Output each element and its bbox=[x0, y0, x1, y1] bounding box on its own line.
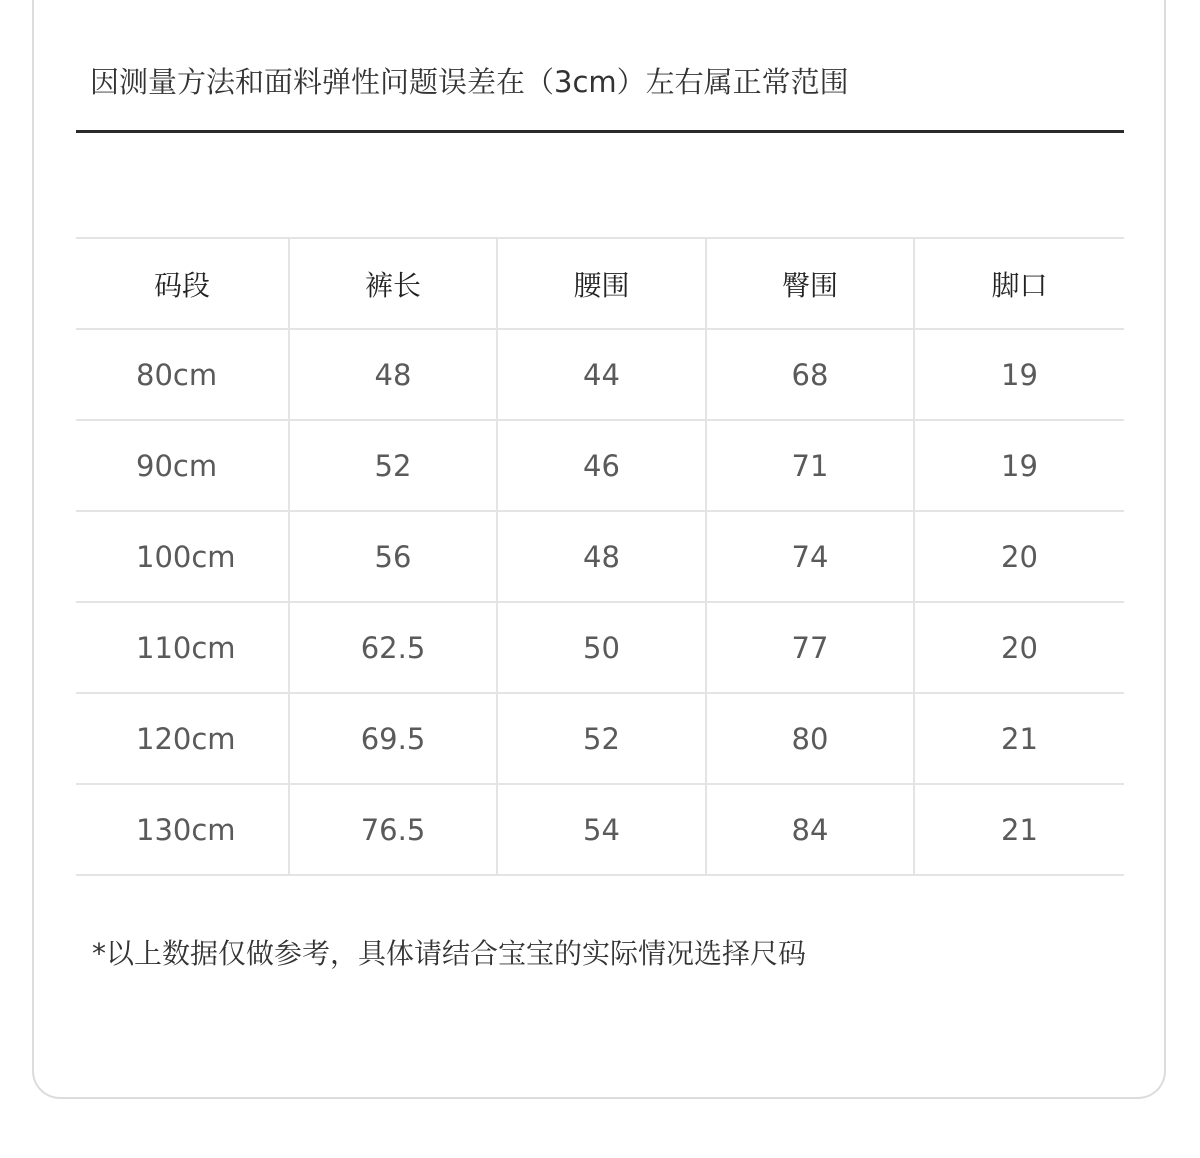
header-waist: 腰围 bbox=[497, 238, 706, 329]
table-header-row bbox=[76, 238, 1124, 329]
cell-hip: 71 bbox=[706, 420, 914, 511]
cell-size: 90cm bbox=[76, 420, 289, 511]
cell-leg-opening: 20 bbox=[914, 511, 1124, 602]
cell-pants-length: 76.5 bbox=[289, 784, 497, 875]
cell-waist: 44 bbox=[497, 329, 706, 420]
cell-waist: 52 bbox=[497, 693, 706, 784]
table-row bbox=[76, 602, 1124, 693]
cell-leg-opening: 20 bbox=[914, 602, 1124, 693]
cell-hip: 68 bbox=[706, 329, 914, 420]
cell-pants-length: 52 bbox=[289, 420, 497, 511]
header-pants-length: 裤长 bbox=[289, 238, 497, 329]
cell-leg-opening: 21 bbox=[914, 784, 1124, 875]
cell-size: 100cm bbox=[76, 511, 289, 602]
header-leg-opening: 脚口 bbox=[914, 238, 1124, 329]
header-hip: 臀围 bbox=[706, 238, 914, 329]
cell-leg-opening: 19 bbox=[914, 420, 1124, 511]
cell-pants-length: 48 bbox=[289, 329, 497, 420]
cell-leg-opening: 21 bbox=[914, 693, 1124, 784]
cell-hip: 77 bbox=[706, 602, 914, 693]
cell-size: 130cm bbox=[76, 784, 289, 875]
cell-hip: 84 bbox=[706, 784, 914, 875]
cell-size: 120cm bbox=[76, 693, 289, 784]
measurement-notice: 因测量方法和面料弹性问题误差在（3cm）左右属正常范围 bbox=[90, 65, 849, 99]
cell-waist: 50 bbox=[497, 602, 706, 693]
cell-waist: 46 bbox=[497, 420, 706, 511]
cell-waist: 54 bbox=[497, 784, 706, 875]
cell-hip: 80 bbox=[706, 693, 914, 784]
divider-rule bbox=[76, 130, 1124, 133]
cell-waist: 48 bbox=[497, 511, 706, 602]
size-table bbox=[76, 237, 1124, 876]
table-row bbox=[76, 693, 1124, 784]
header-size: 码段 bbox=[76, 238, 289, 329]
cell-pants-length: 56 bbox=[289, 511, 497, 602]
table-row bbox=[76, 784, 1124, 875]
cell-leg-opening: 19 bbox=[914, 329, 1124, 420]
cell-hip: 74 bbox=[706, 511, 914, 602]
cell-size: 80cm bbox=[76, 329, 289, 420]
reference-footnote: *以上数据仅做参考，具体请结合宝宝的实际情况选择尺码 bbox=[92, 937, 807, 970]
cell-pants-length: 62.5 bbox=[289, 602, 497, 693]
table-row bbox=[76, 511, 1124, 602]
cell-size: 110cm bbox=[76, 602, 289, 693]
table-row bbox=[76, 329, 1124, 420]
cell-pants-length: 69.5 bbox=[289, 693, 497, 784]
table-row bbox=[76, 420, 1124, 511]
